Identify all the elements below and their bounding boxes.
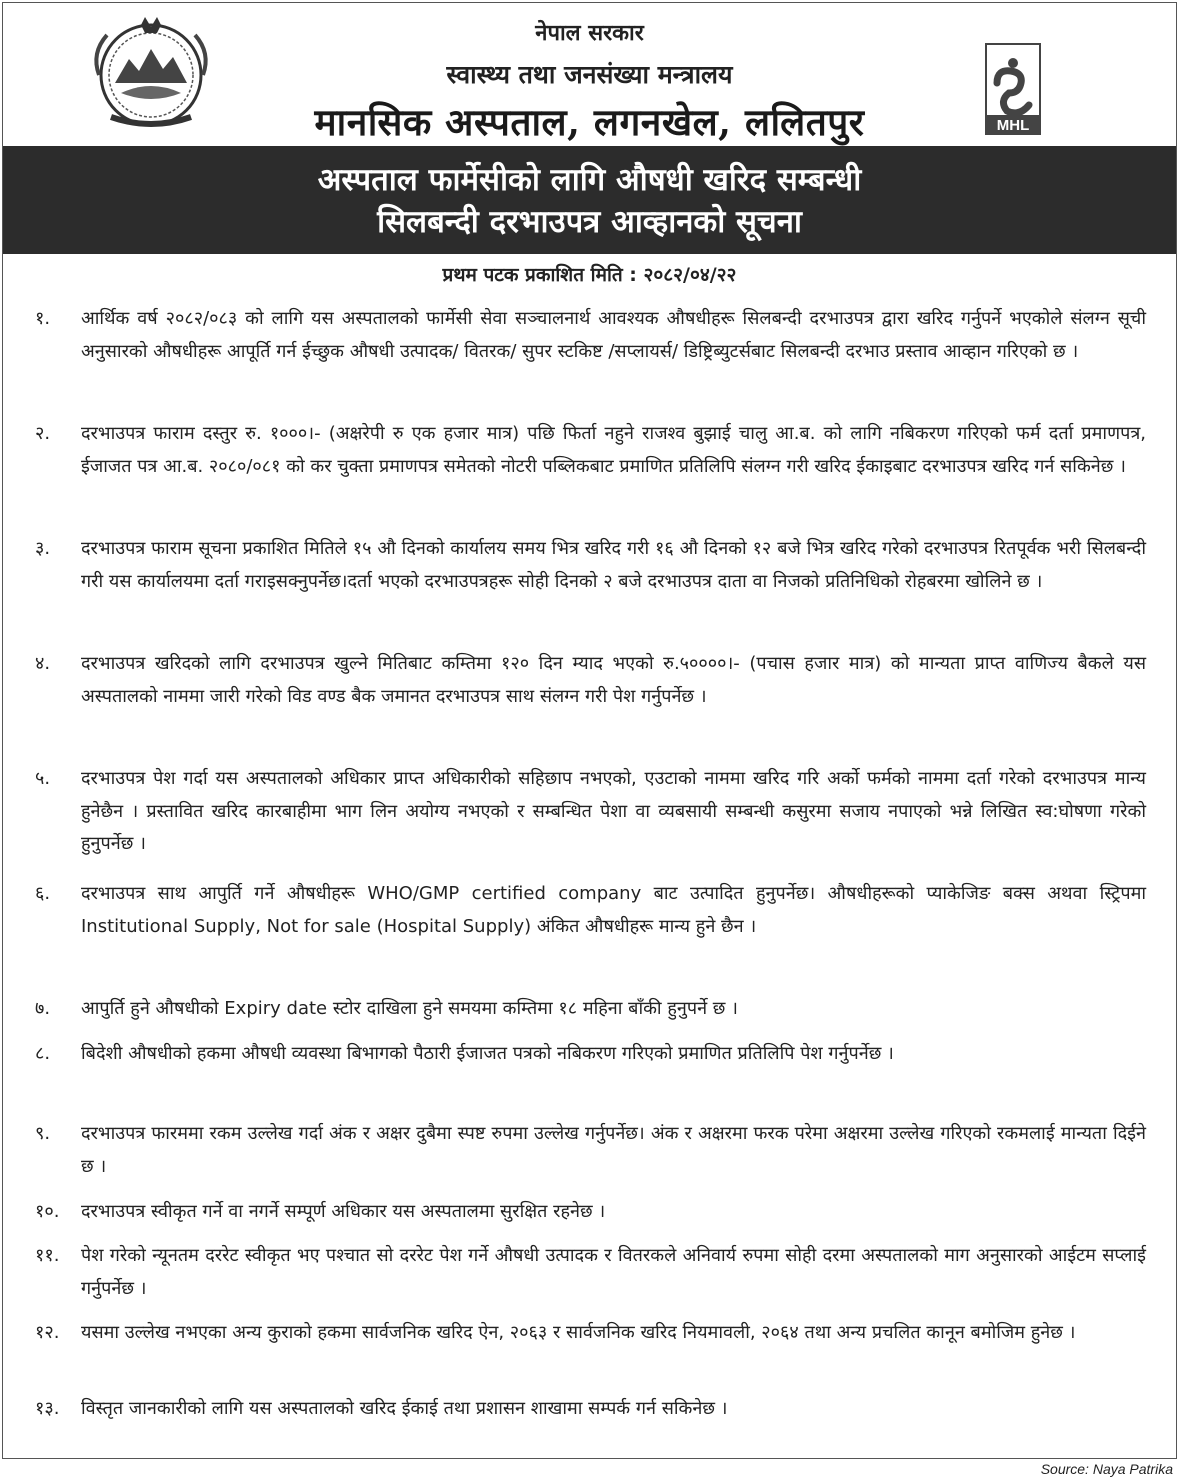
item-number: १३.	[35, 1398, 60, 1419]
mhl-logo-text: MHL	[996, 117, 1030, 134]
item-number: ३.	[35, 538, 51, 559]
item-number: १२.	[35, 1322, 60, 1343]
notice-frame	[2, 2, 1177, 1459]
item-number: ९.	[35, 1123, 51, 1144]
item-number: ६.	[35, 883, 51, 904]
item-text: दरभाउपत्र फाराम सूचना प्रकाशित मितिले १५ औ दिनको कार्यालय समय भित्र खरिद गरी १६ औ दिनको १२ बजे भित्र खरिद गरेको दरभाउपत्र रितपूर्वक भरी सिलबन्दी गरी यस कार्यालयमा दर्ता गराइसक्नुपर्नेछ।दर्ता भएको दरभाउपत्रहरू सोही दिनको २ बजे दरभाउपत्र दाता वा निजको प्रतिनिधिको रोहबरमा खोलिने छ ।	[81, 538, 1146, 592]
item-text: विस्तृत जानकारीको लागि यस अस्पतालको खरिद ईकाई तथा प्रशासन शाखामा सम्पर्क गर्न सकिनेछ ।	[81, 1398, 728, 1419]
item-text: आर्थिक वर्ष २०८२/०८३ को लागि यस अस्पतालको फार्मेसी सेवा सञ्चालनार्थ आवश्यक औषधीहरू सिलबन्दी दरभाउपत्र द्वारा खरिद गर्नुपर्ने भएकोले संलग्न सूची अनुसारको औषधीहरू आपूर्ति गर्न ईच्छुक औषधी उत्पादक/ वितरक/ सुपर स्टकिष्ट /सप्लायर्स/ डिष्ट्रिब्युटर्सबाट सिलबन्दी दरभाउ प्रस्ताव आव्हान गरिएको छ ।	[81, 308, 1146, 362]
item-number: ७.	[35, 998, 51, 1019]
item-number: ८.	[35, 1043, 51, 1064]
banner-title-line1: अस्पताल फार्मेसीको लागि औषधी खरिद सम्बन्धी	[317, 162, 862, 198]
item-text: यसमा उल्लेख नभएका अन्य कुराको हकमा सार्वजनिक खरिद ऐन, २०६३ र सार्वजनिक खरिद नियमावली, २०६४ तथा अन्य प्रचलित कानून बमोजिम हुनेछ ।	[81, 1322, 1076, 1343]
item-text: बिदेशी औषधीको हकमा औषधी व्यवस्था बिभागको पैठारी ईजाजत पत्रको नबिकरण गरिएको प्रमाणित प्रतिलिपि पेश गर्नुपर्नेछ ।	[81, 1043, 894, 1064]
item-number: ११.	[35, 1245, 60, 1266]
item-number: १०.	[35, 1201, 60, 1222]
item-text: दरभाउपत्र खरिदको लागि दरभाउपत्र खुल्ने मितिबाट कम्तिमा १२० दिन म्याद भएको रु.५००००।- (पचास हजार मात्र) को मान्यता प्राप्त वाणिज्य बैकले यस अस्पतालको नाममा जारी गरेको विड वण्ड बैक जमानत दरभाउपत्र साथ संलग्न गरी पेश गर्नुपर्नेछ ।	[81, 653, 1146, 707]
item-number: १.	[35, 308, 51, 329]
item-number: २.	[35, 423, 51, 444]
item-text: दरभाउपत्र पेश गर्दा यस अस्पतालको अधिकार प्राप्त अधिकारीको सहिछाप नभएको, एउटाको नाममा खरिद गरि अर्को फर्मको नाममा दर्ता गरेको दरभाउपत्र मान्य हुनेछैन । प्रस्तावित खरिद कारबाहीमा भाग लिन अयोग्य नभएको र सम्बन्धित पेशा वा व्यबसायी सम्बन्धी कसुरमा सजाय नपाएको भन्ने लिखित स्व:घोषणा गरेको हुनुपर्नेछ ।	[81, 768, 1146, 854]
item-text: दरभाउपत्र साथ आपुर्ति गर्ने औषधीहरू WHO/GMP certified company बाट उत्पादित हुनुपर्नेछ। औषधीहरूको प्याकेजिङ बक्स अथवा स्ट्रिपमा Institutional Supply, Not for sale (Hospital Supply) अंकित औषधीहरू मान्य हुने छैन ।	[81, 883, 1146, 937]
published-date: प्रथम पटक प्रकाशित मिति : २०८२/०४/२२	[442, 264, 737, 286]
item-text: दरभाउपत्र फारममा रकम उल्लेख गर्दा अंक र अक्षर दुबैमा स्पष्ट रुपमा उल्लेख गर्नुपर्नेछ। अंक र अक्षरमा फरक परेमा अक्षरमा उल्लेख गरिएको रकमलाई मान्यता दिईने छ ।	[81, 1123, 1146, 1177]
mhl-logo-icon	[985, 43, 1041, 135]
item-number: ५.	[35, 768, 51, 789]
banner-title-line2: सिलबन्दी दरभाउपत्र आव्हानको सूचना	[377, 204, 802, 240]
ministry-name: स्वास्थ्य तथा जनसंख्या मन्त्रालय	[446, 60, 733, 89]
title-banner	[3, 146, 1176, 254]
item-text: आपुर्ति हुने औषधीको Expiry date स्टोर दाखिला हुने समयमा कम्तिमा १८ महिना बाँकी हुनुपर्ने छ ।	[81, 998, 738, 1019]
hospital-name: मानसिक अस्पताल, लगनखेल, ललितपुर	[314, 100, 865, 144]
item-number: ४.	[35, 653, 51, 674]
item-text: दरभाउपत्र फाराम दस्तुर रु. १०००।- (अक्षरेपी रु एक हजार मात्र) पछि फिर्ता नहुने राजश्व बुझाई चालु आ.ब. को लागि नबिकरण गरिएको फर्म दर्ता प्रमाणपत्र, ईजाजत पत्र आ.ब. २०८०/०८१ को कर चुक्ता प्रमाणपत्र समेतको नोटरी पब्लिकबाट प्रमाणित प्रतिलिपि संलग्न गरी खरिद ईकाइबाट दरभाउपत्र खरिद गर्न सकिनेछ ।	[81, 423, 1146, 477]
source-credit: Source: Naya Patrika	[1040, 1461, 1173, 1477]
notice-header	[3, 3, 1176, 146]
government-name: नेपाल सरकार	[535, 20, 644, 46]
item-text: दरभाउपत्र स्वीकृत गर्ने वा नगर्ने सम्पूर्ण अधिकार यस अस्पतालमा सुरक्षित रहनेछ ।	[81, 1201, 606, 1222]
item-text: पेश गरेको न्यूनतम दररेट स्वीकृत भए पश्चात सो दररेट पेश गर्ने औषधी उत्पादक र वितरकले अनिवार्य रुपमा सोही दरमा अस्पतालको माग अनुसारको आईटम सप्लाई गर्नुपर्नेछ ।	[81, 1245, 1146, 1299]
